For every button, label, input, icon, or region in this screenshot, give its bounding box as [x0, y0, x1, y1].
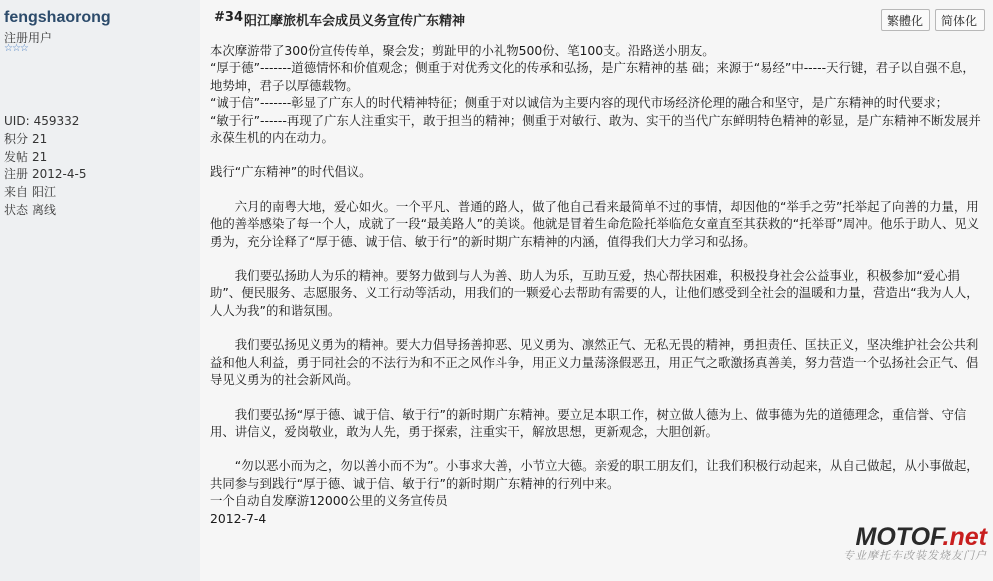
author-sidebar — [0, 0, 200, 581]
site-watermark — [843, 524, 987, 562]
info-posts: 发帖 21 — [4, 149, 48, 164]
simplified-chinese-button[interactable]: 简体化 — [935, 9, 985, 31]
author-group: 注册用户 — [4, 31, 53, 45]
rank-stars-icon: ☆☆☆ — [4, 43, 28, 54]
paragraph-hou-yu-de: “厚于德”-------道德情怀和价值观念；侧重于对优秀文化的传承和弘扬，是广东精神的基 础；来源于“易经”中-----天行键，君子以自强不息，地势坤，君子以厚德载物。 — [210, 60, 975, 93]
post-body — [200, 0, 993, 581]
post-date: 2012-7-4 — [210, 510, 267, 526]
paragraph-intro: 本次摩游带了300份宣传传单，聚会发；剪趾甲的小礼物500份、笔100支。沿路送小朋友。 — [210, 43, 715, 58]
paragraph-story: 六月的南粤大地，爱心如火。一个平凡、普通的路人，做了他自己看来最简单不过的事情，却因他的“举手之劳”托举起了向善的力量，用他的善举感染了每一个人，成就了一段“最美路人”的美谈。他就是冒着生命危险托举临危女童直至其获救的“托举哥”周冲。他乐于助人、见义勇为，充分诠释了“厚于德、诚于信、敏于行”的新时期广东精神的内涵，值得我们大力学习和弘扬。 — [210, 198, 980, 249]
paragraph-closing: “勿以恶小而为之，勿以善小而不为”。小事求大善，小节立大德。亲爱的职工朋友们，让我们积极行动起来，从自己做起，从小事做起，共同参与到践行“厚于德、诚于信、敏于行”的新时期广东精神的行列中来。 — [210, 458, 979, 491]
post-title: 阳江摩旅机车会成员义务宣传广东精神 — [244, 14, 466, 29]
post-content — [210, 42, 982, 527]
info-points: 积分 21 — [4, 131, 48, 146]
info-uid: UID: 459332 — [4, 114, 80, 128]
author-info — [4, 113, 86, 220]
paragraph-cheng-yu-xin: “诚于信”-------彰显了广东人的时代精神特征；侧重于对以诚信为主要内容的现代市场经济伦理的融合和坚守，是广东精神的时代要求； — [210, 95, 949, 111]
proposal-heading: 践行“广东精神”的时代倡议。 — [210, 164, 372, 180]
watermark-logo: MOTOF.net — [855, 523, 987, 551]
watermark-tagline: 专业摩托车改装发烧友门户 — [843, 549, 987, 562]
paragraph-bravery: 我们要弘扬见义勇为的精神。要大力倡导扬善抑恶、见义勇为、凛然正气、无私无畏的精神，勇担责任、匡扶正义，坚决维护社会公共利益和他人利益，勇于同社会的不法行为和不正之风作斗争，用正义力量荡涤假恶丑，用正气之歌激扬真善美，努力营造一个弘扬社会正气、倡导见义勇为的社会新风尚。 — [210, 337, 979, 388]
author-username[interactable]: fengshaorong — [4, 9, 111, 26]
info-status: 状态 离线 — [4, 202, 57, 217]
paragraph-min-yu-xing: “敏于行”------再现了广东人注重实干，敢于担当的精神；侧重于对敏行、敢为、实干的当代广东鲜明特色精神的彰显，是广东精神不断发展并永葆生机的内在动力。 — [210, 112, 981, 146]
signature: 一个自动自发摩游12000公里的义务宣传员 — [210, 493, 448, 509]
paragraph-spirit: 我们要弘扬“厚于德、诚于信、敏于行”的新时期广东精神。要立足本职工作，树立做人德为上、做事德为先的道德理念，重信誉、守信用、讲信义，爱岗敬业，敢为人先，勇于探索，注重实干，解放思想，更新观念，大胆创新。 — [210, 406, 967, 439]
info-registered: 注册 2012-4-5 — [4, 167, 87, 182]
info-location: 来自 阳江 — [4, 185, 57, 200]
post-number[interactable]: #34 — [214, 10, 243, 25]
traditional-chinese-button[interactable]: 繁體化 — [881, 9, 930, 31]
paragraph-helping: 我们要弘扬助人为乐的精神。要努力做到与人为善、助人为乐，互助互爱，热心帮扶困难，积极投身社会公益事业，积极参加“爱心捐助”、便民服务、志愿服务、义工行动等活动，用我们的一颗爱心去帮助有需要的人，让他们感受到全社会的温暖和力量，营造出“我为人人，人人为我”的和谐氛围。 — [210, 268, 979, 318]
